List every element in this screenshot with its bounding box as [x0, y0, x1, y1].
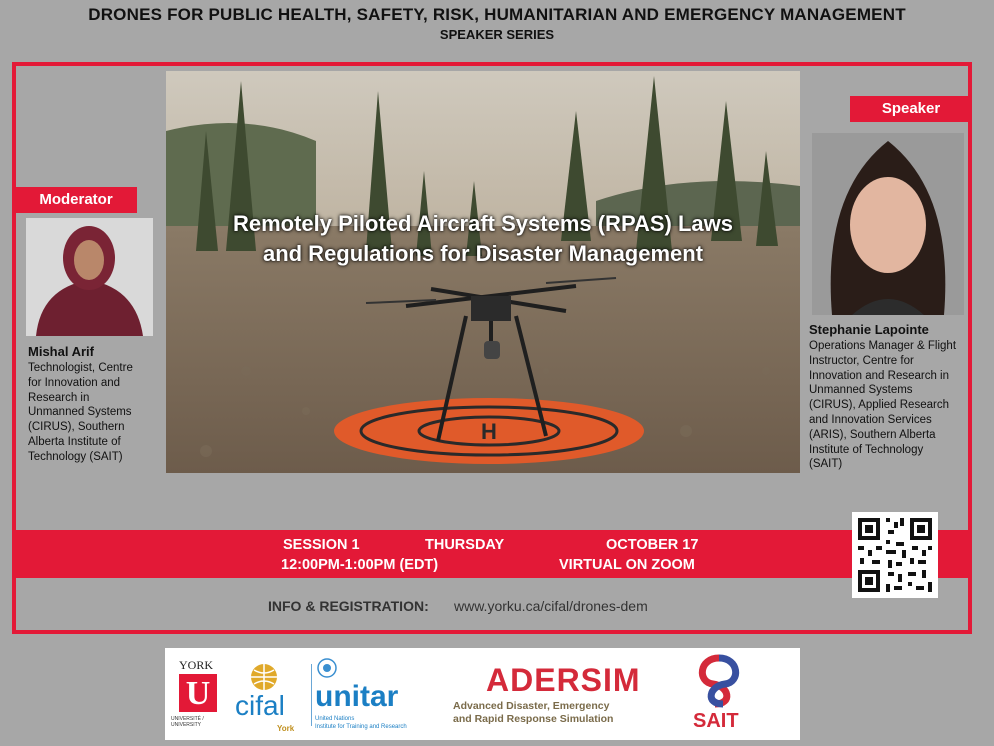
session-time: 12:00PM-1:00PM (EDT) — [281, 557, 439, 573]
moderator-photo — [26, 218, 153, 336]
speaker-photo — [812, 133, 964, 315]
un-emblem-icon — [317, 658, 337, 678]
session-day: THURSDAY — [425, 537, 505, 553]
moderator-line: for Innovation and — [28, 376, 121, 389]
speaker-line: and Innovation Services — [809, 413, 932, 426]
speaker-line: (ARIS), Southern Alberta — [809, 428, 936, 441]
talk-title — [166, 209, 800, 269]
adersim-line1: Advanced Disaster, Emergency — [453, 700, 610, 712]
session-venue: VIRTUAL ON ZOOM — [559, 557, 695, 573]
speaker-line: Institute of Technology — [809, 443, 924, 456]
event-title: DRONES FOR PUBLIC HEALTH, SAFETY, RISK, HUMANITARIAN AND EMERGENCY MANAGEMENT — [88, 5, 906, 24]
york-university-text: UNIVERSITÉ / UNIVERSITY — [171, 716, 204, 728]
speaker-tag: Speaker — [850, 96, 972, 122]
cifal-logo: cifal — [235, 690, 285, 721]
speaker-name: Stephanie Lapointe — [809, 322, 929, 337]
event-subtitle: SPEAKER SERIES — [439, 27, 555, 42]
moderator-line: (CIRUS), Southern — [28, 421, 125, 434]
registration-link[interactable]: www.yorku.ca/cifal/drones-dem — [454, 598, 648, 614]
sait-symbol-icon — [689, 654, 749, 708]
speaker-affiliation — [809, 339, 956, 472]
adersim-logo: ADERSIM — [486, 662, 641, 698]
moderator-line: Alberta Institute of — [28, 435, 121, 448]
york-u-logo: U — [179, 674, 217, 712]
speaker-line: (SAIT) — [809, 458, 843, 471]
unitar-line1: United Nations — [315, 716, 355, 722]
moderator-name: Mishal Arif — [28, 344, 94, 359]
moderator-tag: Moderator — [15, 187, 137, 213]
sait-logo: SAIT — [693, 710, 739, 732]
moderator-affiliation — [28, 361, 133, 465]
talk-title-line1: Remotely Piloted Aircraft Systems (RPAS) Laws — [232, 211, 734, 236]
globe-icon — [249, 662, 279, 692]
speaker-line: Unmanned Systems — [809, 384, 913, 397]
svg-text:H: H — [481, 419, 497, 444]
speaker-line: (CIRUS), Applied Research — [809, 399, 949, 412]
partner-logos — [165, 648, 800, 740]
cifal-york-text: York — [277, 724, 295, 733]
session-date: OCTOBER 17 — [606, 537, 699, 553]
speaker-line: Innovation and Research in — [809, 369, 950, 382]
drone-photo — [166, 71, 800, 473]
moderator-line: Research in — [28, 391, 90, 404]
moderator-line: Technologist, Centre — [28, 362, 133, 374]
qr-code[interactable] — [852, 512, 938, 598]
york-wordmark: YORK — [179, 658, 214, 672]
info-registration-label: INFO & REGISTRATION: — [268, 598, 429, 614]
moderator-line: Unmanned Systems — [28, 406, 132, 419]
speaker-line: Operations Manager & Flight — [809, 340, 957, 352]
unitar-logo: unitar — [315, 680, 399, 713]
session-number: SESSION 1 — [283, 537, 360, 553]
moderator-line: Technology (SAIT) — [28, 450, 123, 463]
logo-divider — [311, 664, 312, 726]
speaker-line: Instructor, Centre for — [809, 354, 914, 367]
unitar-line2: Institute for Training and Research — [315, 724, 407, 730]
adersim-line2: and Rapid Response Simulation — [453, 713, 614, 725]
talk-title-line2: and Regulations for Disaster Management — [262, 241, 704, 266]
